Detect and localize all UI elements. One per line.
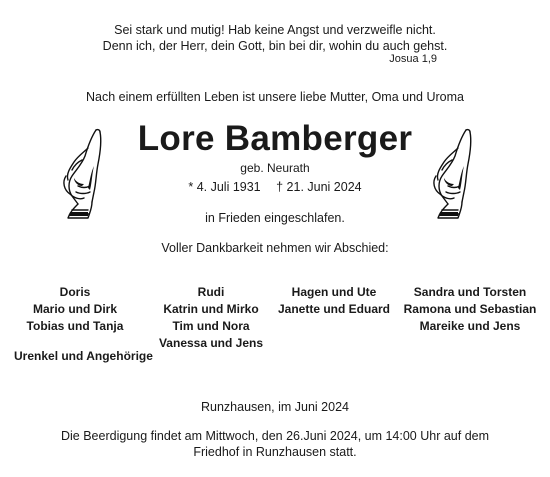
mourner-name: Mareike und Jens: [419, 319, 521, 333]
mourner-name: Mario und Dirk: [32, 302, 117, 316]
death-date: † 21. Juni 2024: [276, 180, 362, 194]
intro-text: Nach einem erfüllten Leben ist unsere liebe Mutter, Oma und Uroma: [86, 90, 464, 104]
funeral-line-2: Friedhof in Runzhausen statt.: [193, 445, 357, 459]
mourner-name: Tim und Nora: [172, 319, 250, 333]
mourner-name: Ramona und Sebastian: [403, 302, 537, 316]
farewell-text: Voller Dankbarkeit nehmen wir Abschied:: [161, 241, 389, 255]
birth-date: * 4. Juli 1931: [188, 180, 261, 194]
mourners-column-3: [259, 284, 409, 318]
mourner-name: Katrin und Mirko: [163, 302, 259, 316]
place-date: Runzhausen, im Juni 2024: [200, 400, 349, 414]
mourner-name: Rudi: [197, 285, 225, 299]
mourners-column-4: [392, 284, 548, 335]
mourner-name: Doris: [59, 285, 91, 299]
verse-source: Josua 1,9: [389, 53, 437, 65]
mourners-column-1: [0, 284, 150, 335]
funeral-line-1: Die Beerdigung findet am Mittwoch, den 26.Juni 2024, um 14:00 Uhr auf dem: [60, 429, 490, 443]
mourner-name: Hagen und Ute: [291, 285, 377, 299]
verse-line-2: Denn ich, der Herr, dein Gott, bin bei dir, wohin du auch gehst.: [102, 39, 448, 53]
verse-line-1: Sei stark und mutig! Hab keine Angst und verzweifle nicht.: [114, 23, 436, 37]
mourner-name: Janette und Eduard: [277, 302, 390, 316]
deceased-name: Lore Bamberger: [137, 119, 413, 158]
mourner-name: Tobias und Tanja: [26, 319, 124, 333]
maiden-name: geb. Neurath: [240, 161, 310, 175]
life-dates: [0, 180, 550, 194]
passed-text: in Frieden eingeschlafen.: [205, 211, 345, 225]
mourner-name: Sandra und Torsten: [413, 285, 527, 299]
other-relatives: Urenkel und Angehörige: [14, 349, 153, 363]
mourner-name: Vanessa und Jens: [158, 336, 264, 350]
